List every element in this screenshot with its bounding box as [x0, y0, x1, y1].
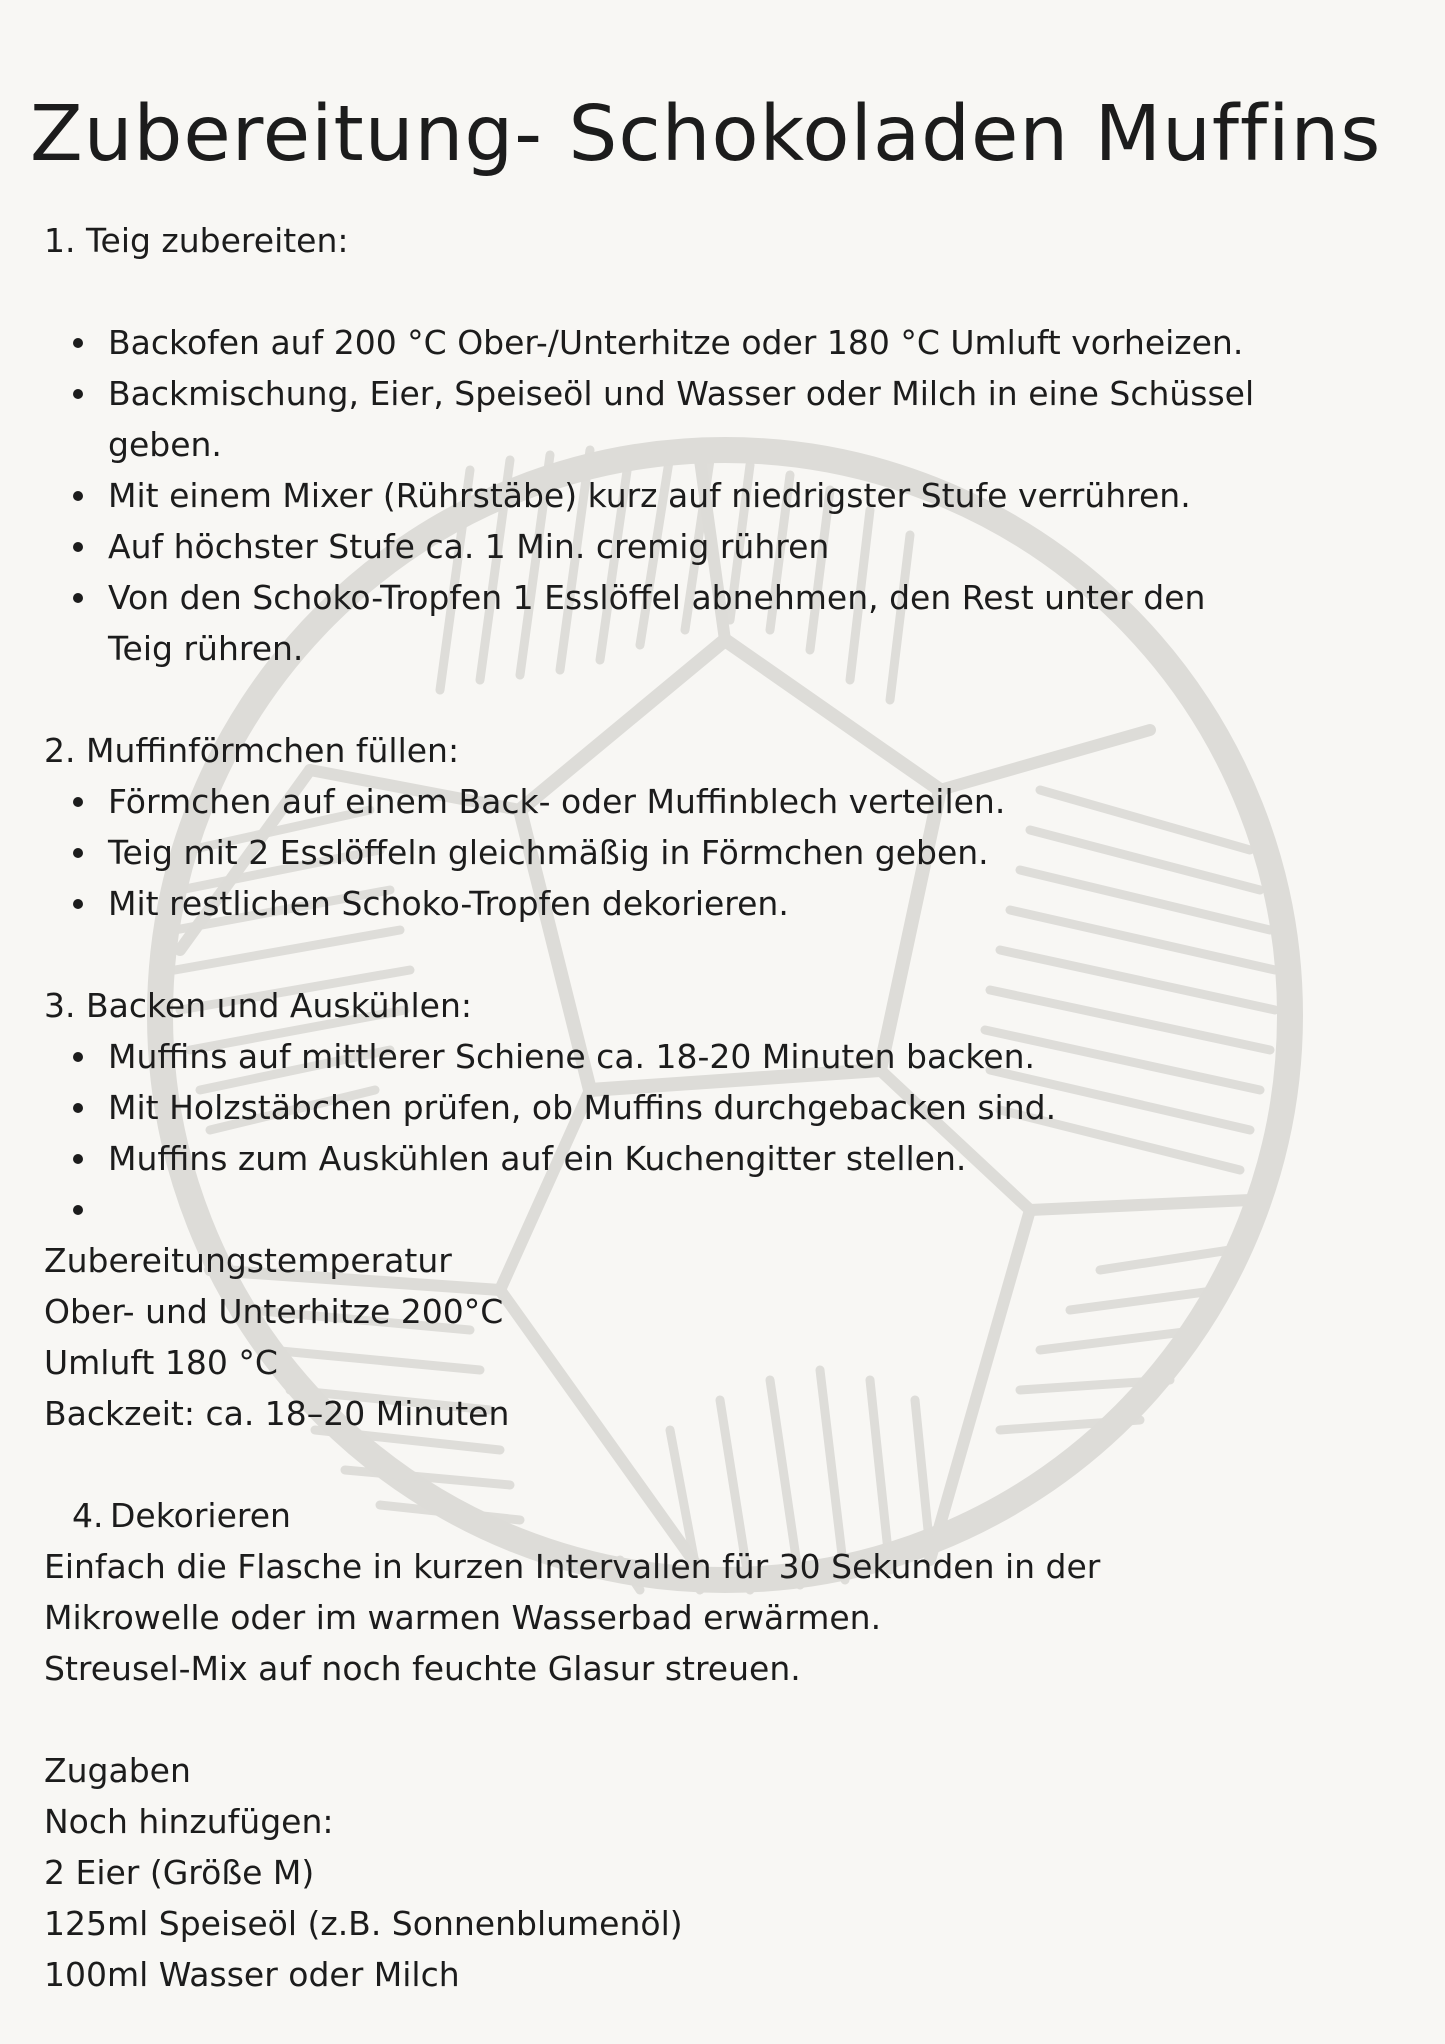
bullet-icon	[73, 848, 83, 858]
spacer	[44, 266, 1424, 317]
section-2-heading: 2. Muffinförmchen füllen:	[44, 731, 460, 770]
section-1-list	[44, 317, 1424, 674]
spacer	[44, 929, 1424, 980]
list-item: Backofen auf 200 °C Ober-/Unterhitze oder 180 °C Umluft vorheizen.	[44, 317, 1424, 368]
list-item: Mit einem Mixer (Rührstäbe) kurz auf niedrigster Stufe verrühren.	[44, 470, 1424, 521]
list-item: Muffins zum Auskühlen auf ein Kuchengitter stellen.	[44, 1133, 1424, 1184]
list-item-empty	[44, 1184, 1424, 1235]
section-3-list	[44, 1031, 1424, 1235]
list-item: Von den Schoko-Tropfen 1 Esslöffel abnehmen, den Rest unter den	[44, 572, 1424, 623]
bullet-icon	[73, 593, 83, 603]
bullet-icon	[73, 1052, 83, 1062]
section-2-list	[44, 776, 1424, 929]
recipe-content	[44, 215, 1424, 2000]
extras-heading: Zugaben	[44, 1751, 191, 1790]
bullet-icon	[73, 1154, 83, 1164]
extras-line: 2 Eier (Größe M)	[44, 1853, 315, 1892]
spacer	[44, 1439, 1424, 1490]
temperature-heading: Zubereitungstemperatur	[44, 1241, 452, 1280]
bullet-icon	[73, 491, 83, 501]
section-4-heading: 4. Dekorieren	[44, 1490, 1424, 1541]
section-4-line: Mikrowelle oder im warmen Wasserbad erwärmen.	[44, 1598, 882, 1637]
bullet-icon	[73, 797, 83, 807]
section-4-number: 4.	[72, 1496, 104, 1535]
page-title: Zubereitung- Schokoladen Muffins	[30, 90, 1382, 179]
list-item-continuation: geben.	[108, 425, 222, 464]
bullet-icon	[73, 389, 83, 399]
bullet-icon	[73, 542, 83, 552]
section-4-line: Einfach die Flasche in kurzen Intervallen für 30 Sekunden in der	[44, 1547, 1101, 1586]
list-item: Mit restlichen Schoko-Tropfen dekorieren.	[44, 878, 1424, 929]
list-item-continuation: Teig rühren.	[108, 629, 304, 668]
bake-time-line: Backzeit: ca. 18–20 Minuten	[44, 1394, 510, 1433]
extras-line: 125ml Speiseöl (z.B. Sonnenblumenöl)	[44, 1904, 683, 1943]
spacer	[44, 1694, 1424, 1745]
list-item: Mit Holzstäbchen prüfen, ob Muffins durchgebacken sind.	[44, 1082, 1424, 1133]
list-item: Muffins auf mittlerer Schiene ca. 18-20 Minuten backen.	[44, 1031, 1424, 1082]
bullet-icon	[73, 338, 83, 348]
list-item: Backmischung, Eier, Speiseöl und Wasser oder Milch in eine Schüssel	[44, 368, 1424, 419]
list-item: Teig mit 2 Esslöffeln gleichmäßig in Förmchen geben.	[44, 827, 1424, 878]
temperature-line: Umluft 180 °C	[44, 1343, 278, 1382]
extras-line: 100ml Wasser oder Milch	[44, 1955, 460, 1994]
bullet-icon	[73, 899, 83, 909]
bullet-icon	[73, 1205, 83, 1215]
list-item: Auf höchster Stufe ca. 1 Min. cremig rühren	[44, 521, 1424, 572]
section-3-heading: 3. Backen und Auskühlen:	[44, 986, 473, 1025]
section-1-heading: 1. Teig zubereiten:	[44, 221, 349, 260]
extras-subheading: Noch hinzufügen:	[44, 1802, 334, 1841]
list-item: Förmchen auf einem Back- oder Muffinblech verteilen.	[44, 776, 1424, 827]
temperature-line: Ober- und Unterhitze 200°C	[44, 1292, 504, 1331]
spacer	[44, 674, 1424, 725]
bullet-icon	[73, 1103, 83, 1113]
section-4-line: Streusel-Mix auf noch feuchte Glasur streuen.	[44, 1649, 801, 1688]
